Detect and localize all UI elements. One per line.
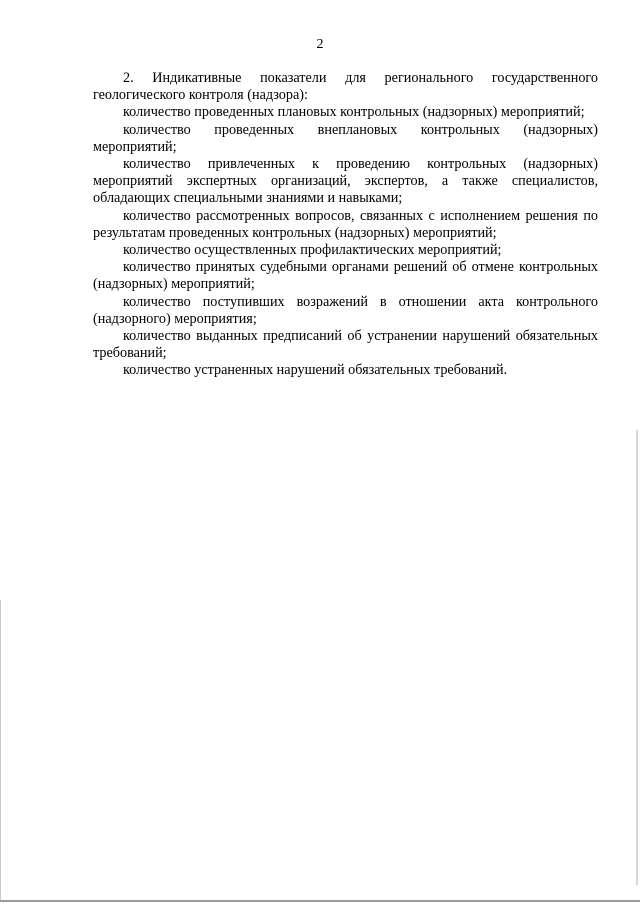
- document-body: [93, 70, 598, 380]
- paragraph-heading: 2. Индикативные показатели для регионального государственного геологического контроля (надзора):: [93, 70, 598, 104]
- page-number: 2: [316, 37, 324, 52]
- scan-edge-line: [636, 430, 638, 885]
- paragraph-item: количество привлеченных к проведению контрольных (надзорных) мероприятий экспертных организаций, экспертов, а также специалистов, обладающих специальными знаниями и навыками;: [93, 156, 598, 207]
- paragraph-item: количество выданных предписаний об устранении нарушений обязательных требований;: [93, 328, 598, 362]
- paragraph-item: количество устраненных нарушений обязательных требований.: [123, 362, 508, 379]
- paragraph-item: количество поступивших возражений в отношении акта контрольного (надзорного) мероприятия;: [93, 293, 598, 327]
- paragraph-item: количество рассмотренных вопросов, связанных с исполнением решения по результатам проведенных контрольных (надзорных) мероприятий;: [93, 207, 598, 241]
- scan-edge-line: [0, 900, 640, 902]
- paragraph-item: количество осуществленных профилактических мероприятий;: [123, 242, 502, 259]
- scan-edge-line: [0, 600, 1, 900]
- paragraph-item: количество проведенных плановых контрольных (надзорных) мероприятий;: [123, 104, 585, 121]
- paragraph-item: количество принятых судебными органами решений об отмене контрольных (надзорных) мероприятий;: [93, 259, 598, 293]
- paragraph-item: количество проведенных внеплановых контрольных (надзорных) мероприятий;: [93, 121, 598, 155]
